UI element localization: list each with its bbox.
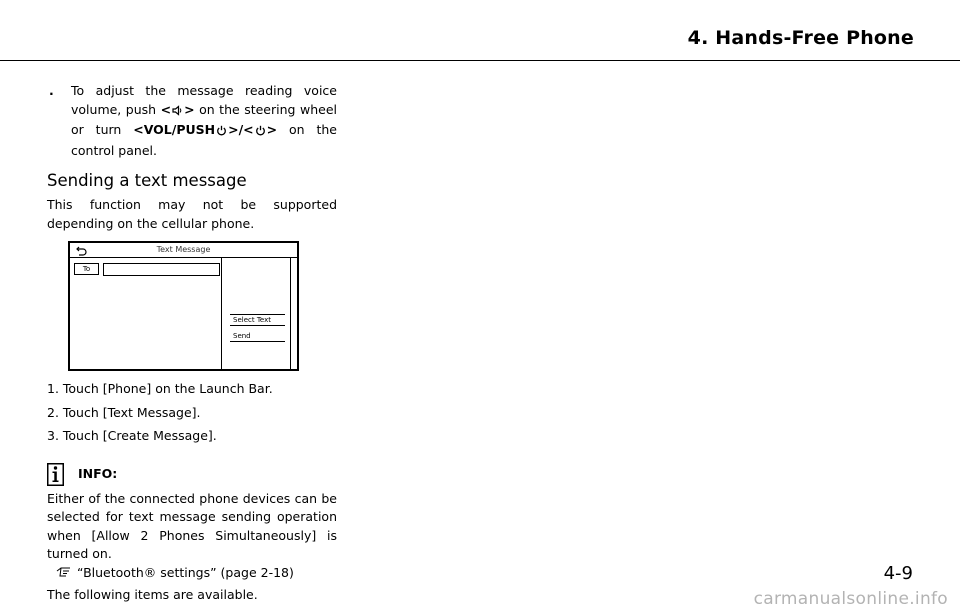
screen-title: Text Message xyxy=(156,245,211,254)
section-heading: Sending a text message xyxy=(47,171,247,190)
chapter-title: 4. Hands-Free Phone xyxy=(687,27,914,49)
vol-separator: >/< xyxy=(228,122,254,137)
bullet-text xyxy=(71,82,337,160)
reference-line xyxy=(47,564,337,583)
to-button: To xyxy=(74,263,99,275)
bracket-close: > xyxy=(266,122,278,137)
step-item: 3. Touch [Create Message]. xyxy=(47,428,217,443)
screen-divider xyxy=(221,257,222,369)
bullet-text-part1: To adjust the message reading voice volume, push xyxy=(71,83,337,117)
info-label: INFO: xyxy=(78,465,118,481)
bullet-text-part3: on the control panel. xyxy=(71,122,337,158)
watermark: carmanualsonline.info xyxy=(753,589,948,609)
header-divider xyxy=(0,60,960,61)
steps-list xyxy=(47,380,337,446)
screen-title-bar xyxy=(70,243,297,258)
info-header xyxy=(47,463,337,486)
bullet-dot: . xyxy=(49,83,54,98)
page-number: 4-9 xyxy=(883,563,913,584)
closing-text: The following items are available. xyxy=(47,587,258,602)
power-icon xyxy=(216,123,227,142)
vol-push-label: <VOL/PUSH xyxy=(133,122,216,137)
reference-link[interactable]: “Bluetooth® settings” (page 2-18) xyxy=(77,564,294,580)
speaker-icon xyxy=(172,103,183,122)
send-item: Send xyxy=(230,331,285,342)
step-item: 2. Touch [Text Message]. xyxy=(47,404,201,420)
info-body: Either of the connected phone devices can be selected for text message sending operation when [Allow 2 Phones Simultaneously] is turned on. xyxy=(47,490,337,561)
section-intro: This function may not be supported depending on the cellular phone. xyxy=(47,197,337,231)
bullet-item xyxy=(47,82,337,160)
step-item: 1. Touch [Phone] on the Launch Bar. xyxy=(47,381,273,396)
text-message-screen-figure xyxy=(68,241,299,371)
pointing-hand-icon xyxy=(56,564,72,583)
recipient-field xyxy=(103,263,220,276)
select-text-item: Select Text xyxy=(230,315,285,326)
bracket-open: < xyxy=(160,101,172,117)
content-column xyxy=(47,70,337,605)
bracket-close: > xyxy=(184,101,195,117)
power-icon xyxy=(255,123,266,142)
screen-scrollbar-divider xyxy=(290,257,291,369)
bullet-text-part2: on the steering wheel or turn xyxy=(71,101,337,137)
info-icon xyxy=(47,463,64,486)
